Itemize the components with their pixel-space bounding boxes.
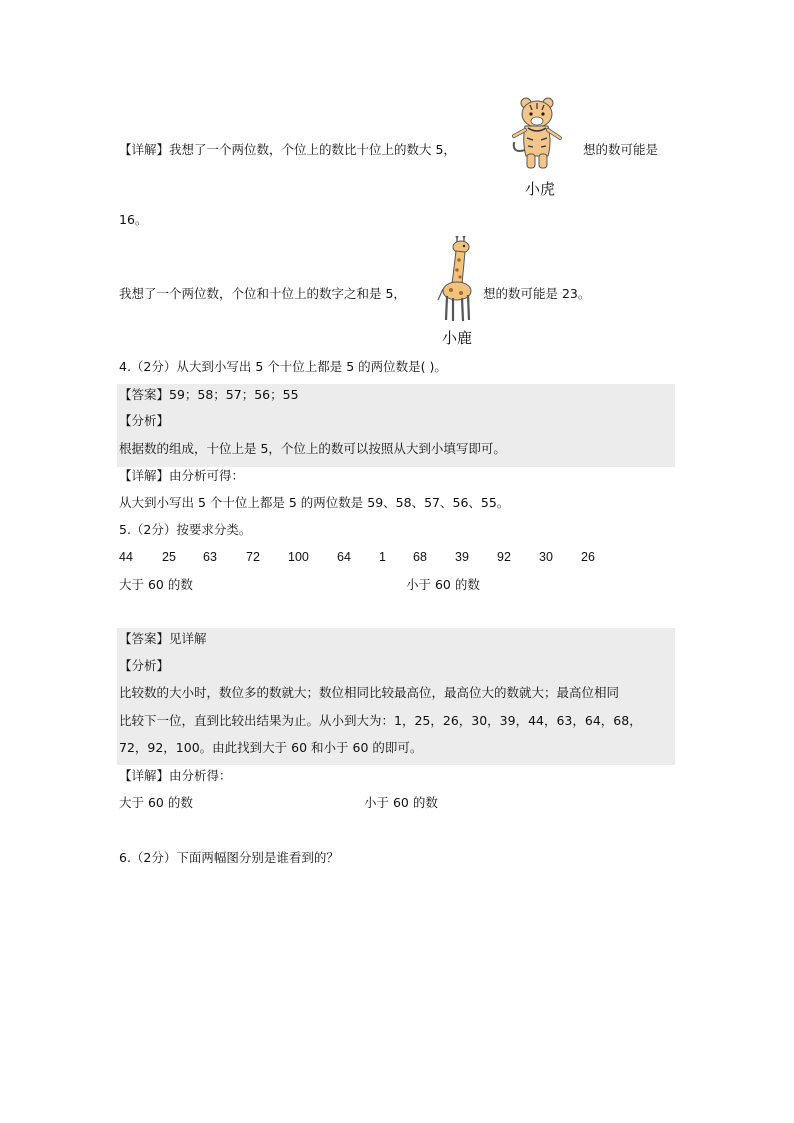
less-than-60-label: 小于 60 的数 (406, 577, 480, 592)
q4-analysis: 根据数的组成，十位上是 5，个位上的数可以按照从大到小填写即可。 (119, 441, 506, 456)
number-item: 44 (119, 550, 133, 564)
q5-analysis-line: 72，92，100。由此找到大于 60 和小于 60 的即可。 (119, 740, 423, 755)
tiger-illustration (500, 94, 572, 174)
giraffe-caption: 小鹿 (442, 329, 473, 347)
number-item: 92 (497, 550, 511, 564)
q4-detail: 从大到小写出 5 个十位上都是 5 的两位数是 59、58、57、56、55。 (119, 495, 510, 510)
tiger-line-text: 【详解】我想了一个两位数，个位上的数比十位上的数大 5， (119, 142, 456, 157)
q5-answer: 【答案】见详解 (119, 631, 207, 646)
q4-answer: 【答案】59；58；57；56；55 (119, 387, 299, 402)
q5-analysis-line: 比较数的大小时，数位多的数就大；数位相同比较最高位，最高位大的数就大；最高位相同 (119, 685, 620, 700)
giraffe-line-text: 我想了一个两位数，个位和十位上的数字之和是 5， (119, 286, 406, 301)
tiger-line-post: 想的数可能是 (583, 142, 659, 157)
number-item: 39 (455, 550, 469, 564)
number-item: 30 (539, 550, 553, 564)
q5-analysis-label: 【分析】 (119, 658, 170, 673)
number-item: 100 (288, 550, 309, 564)
giraffe-icon (433, 236, 479, 324)
tiger-icon (500, 94, 572, 174)
q5-detail-label: 【详解】由分析得： (119, 768, 232, 783)
number-item: 1 (379, 550, 386, 564)
greater-than-60-label: 大于 60 的数 (119, 577, 193, 592)
q4-question: 4.（2分）从大到小写出 5 个十位上都是 5 的两位数是( )。 (119, 359, 447, 374)
number-item: 72 (246, 550, 260, 564)
q5-question: 5.（2分）按要求分类。 (119, 522, 252, 537)
number-item: 63 (203, 550, 217, 564)
giraffe-illustration (433, 236, 479, 324)
tiger-caption: 小虎 (525, 180, 556, 198)
q4-analysis-label: 【分析】 (119, 413, 170, 428)
number-item: 25 (162, 550, 176, 564)
detail-less-label: 小于 60 的数 (364, 795, 438, 810)
q6-question: 6.（2分）下面两幅图分别是谁看到的？ (119, 850, 339, 865)
detail-greater-label: 大于 60 的数 (119, 795, 193, 810)
q4-detail-label: 【详解】由分析可得： (119, 468, 245, 483)
q5-analysis-line: 比较下一位，直到比较出结果为止。从小到大为：1，25，26，30，39，44，63，64，68， (119, 713, 642, 728)
number-item: 64 (337, 550, 351, 564)
tiger-answer: 16。 (119, 212, 148, 227)
giraffe-line-post: 想的数可能是 23。 (483, 286, 591, 301)
number-item: 26 (581, 550, 595, 564)
number-item: 68 (413, 550, 427, 564)
